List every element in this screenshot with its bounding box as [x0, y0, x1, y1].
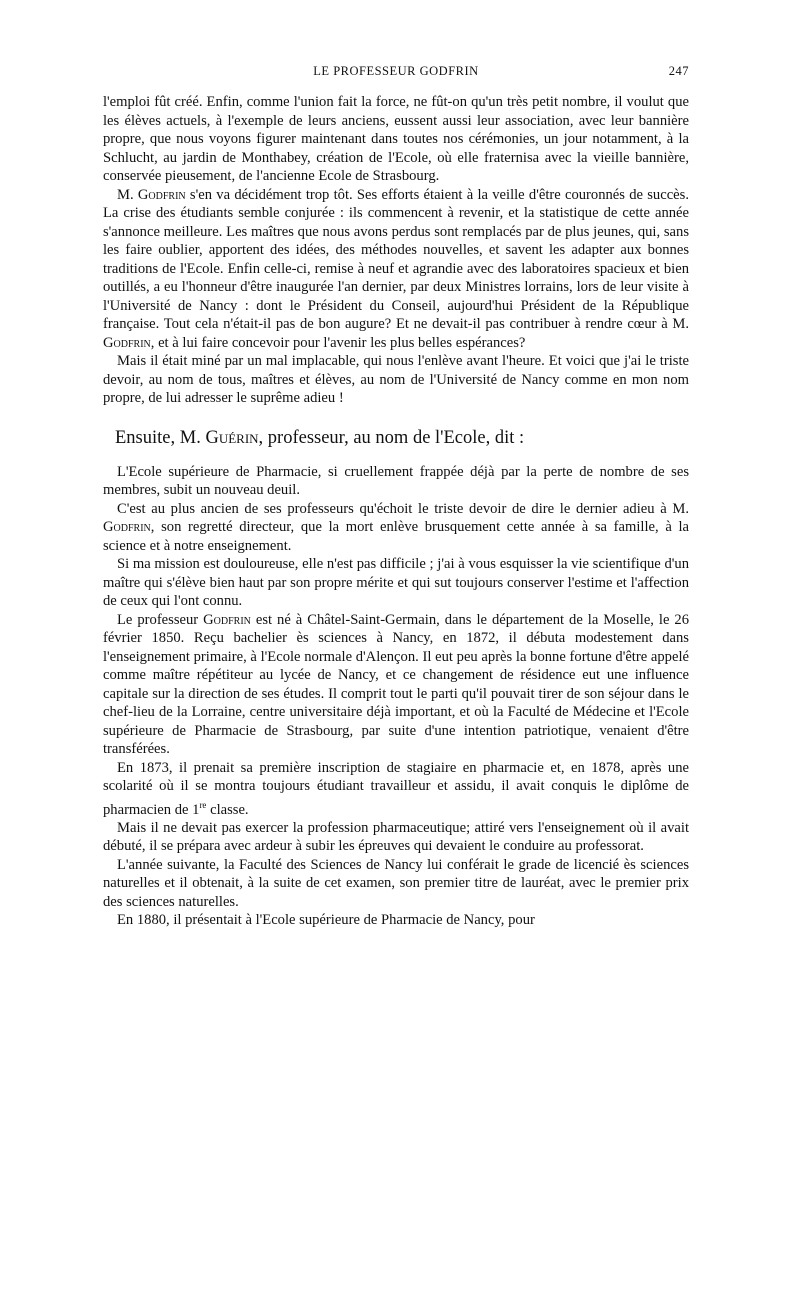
person-name: Godfrin	[203, 611, 251, 628]
text-run: re	[199, 799, 207, 810]
paragraph	[103, 759, 689, 819]
text-run: Le professeur	[117, 611, 204, 628]
text-run: l'emploi fût créé. Enfin, comme l'union fait la force, ne fût-on qu'un très petit nombre, il voulut que les élèves actuels, à l'exemple de leurs anciens, eussent aussi leur association, avec leur bannière propre, que nous voyons figurer maintenant dans toutes nos cérémonies, un jour notamment, à la Schlucht, au jardin de Monthabey, création de l'Ecole, où elle fraternisa avec la vieille bannière, conservée pieusement, de l'ancienne Ecole de Strasbourg.	[103, 94, 689, 184]
paragraph	[103, 463, 689, 500]
paragraph	[103, 819, 689, 856]
section-heading	[103, 427, 689, 449]
text-run: L'Ecole supérieure de Pharmacie, si cruellement frappée déjà par la perte de nombre de ses membres, subit un nouveau deuil.	[103, 463, 689, 498]
text-run: classe.	[206, 801, 249, 818]
text-run: est né à Châtel-Saint-Germain, dans le département de la Moselle, le 26 février 1850. Reçu bachelier ès sciences à Nancy, en 1872, il débuta modestement dans l'enseignement primaire, à l'Ecole normale d'Alençon. Il eut peu après la bonne fortune d'être appelé comme maître répétiteur au lycée de Nancy, et ce changement de résidence eut une influence capitale sur la direction de ses études. Il comprit tout le parti qu'il pouvait tirer de son séjour dans le chef-lieu de la Lorraine, centre universitaire déjà important, et où la Faculté de Médecine et l'Ecole supérieure de Pharmacie de Strasbourg, par suite d'une intention patriotique, venaient d'être transférées.	[103, 611, 690, 757]
text-run: C'est au plus ancien de ses professeurs qu'échoit le triste devoir de dire le dernier adieu à M.	[117, 500, 689, 517]
person-name: Godfrin	[103, 334, 151, 351]
text-run: Ensuite, M.	[115, 427, 206, 448]
text-run: , et à lui faire concevoir pour l'avenir les plus belles espérances?	[150, 334, 526, 351]
paragraph	[103, 93, 689, 186]
text-run: Si ma mission est douloureuse, elle n'est pas difficile ; j'ai à vous esquisser la vie scientifique d'un maître qui s'élève bien haut par son propre mérite et qui sut toujours conserver l'estime et l'affection de ceux qui l'ont connu.	[103, 556, 689, 609]
text-run: , professeur, au nom de l'Ecole, dit :	[258, 427, 525, 448]
text-run: M.	[117, 186, 138, 203]
paragraph	[103, 555, 689, 611]
text-run: Mais il était miné par un mal implacable, qui nous l'enlève avant l'heure. Et voici que j'ai le triste devoir, au nom de tous, maîtres et élèves, au nom de l'Université de Nancy comme en mon nom propre, de lui adresser le suprême adieu !	[103, 353, 689, 406]
text-run: En 1880, il présentait à l'Ecole supérieure de Pharmacie de Nancy, pour	[117, 912, 535, 929]
person-name: Godfrin	[103, 519, 151, 535]
paragraph	[103, 352, 689, 408]
paragraph	[103, 611, 689, 759]
text-run: , son regretté directeur, que la mort enlève brusquement cette année à sa famille, à la science et à notre enseignement.	[103, 519, 689, 554]
paragraph	[103, 500, 689, 556]
person-name: Godfrin	[137, 186, 186, 203]
page-number: 247	[668, 64, 689, 78]
paragraph	[103, 856, 689, 912]
paragraph	[103, 911, 689, 930]
text-run: Mais il ne devait pas exercer la profession pharmaceutique; attiré vers l'enseignement où il avait débuté, il se prépara avec ardeur à subir les épreuves qui devaient le conduire au professorat.	[103, 819, 689, 855]
paragraph	[103, 186, 689, 353]
text-run: L'année suivante, la Faculté des Sciences de Nancy lui conférait le grade de licencié ès sciences naturelles et il obtenait, à la suite de cet examen, son premier titre de lauréat, avec le premier prix des sciences naturelles.	[103, 856, 689, 910]
person-name: Guérin	[205, 427, 259, 448]
text-run: En 1873, il prenait sa première inscription de stagiaire en pharmacie et, en 1878, après une scolarité où il se montra toujours étudiant travailleur et assidu, il avait conquis le diplôme de pharmacien de	[103, 759, 689, 818]
text-run: 1	[192, 801, 200, 818]
body-text	[103, 93, 689, 930]
text-run: s'en va décidément trop tôt. Ses efforts étaient à la veille d'être couronnés de succès. La crise des étudiants semble conjurée : ils commencent à revenir, et la statistique de cette année s'annonce meilleure. Les maîtres que nous avons perdus sont remplacés par de plus jeunes, qui, sans les faire oublier, apportent des idées, des méthodes nouvelles, et savent les adapter aux bonnes traditions de l'Ecole. Enfin celle-ci, remise à neuf et agrandie avec des laboratoires spacieux et bien outillés, a eu l'honneur d'être inaugurée l'an dernier, par deux Ministres lorrains, lors de leur visite à l'Université de Nancy : dont le Président du Conseil, aujourd'hui Président de la République française. Tout cela n'était-il pas de bon augure? Et ne devait-il pas contribuer à rendre cœur à M.	[103, 186, 689, 332]
running-header	[103, 64, 689, 86]
running-title: LE PROFESSEUR GODFRIN	[313, 64, 479, 78]
